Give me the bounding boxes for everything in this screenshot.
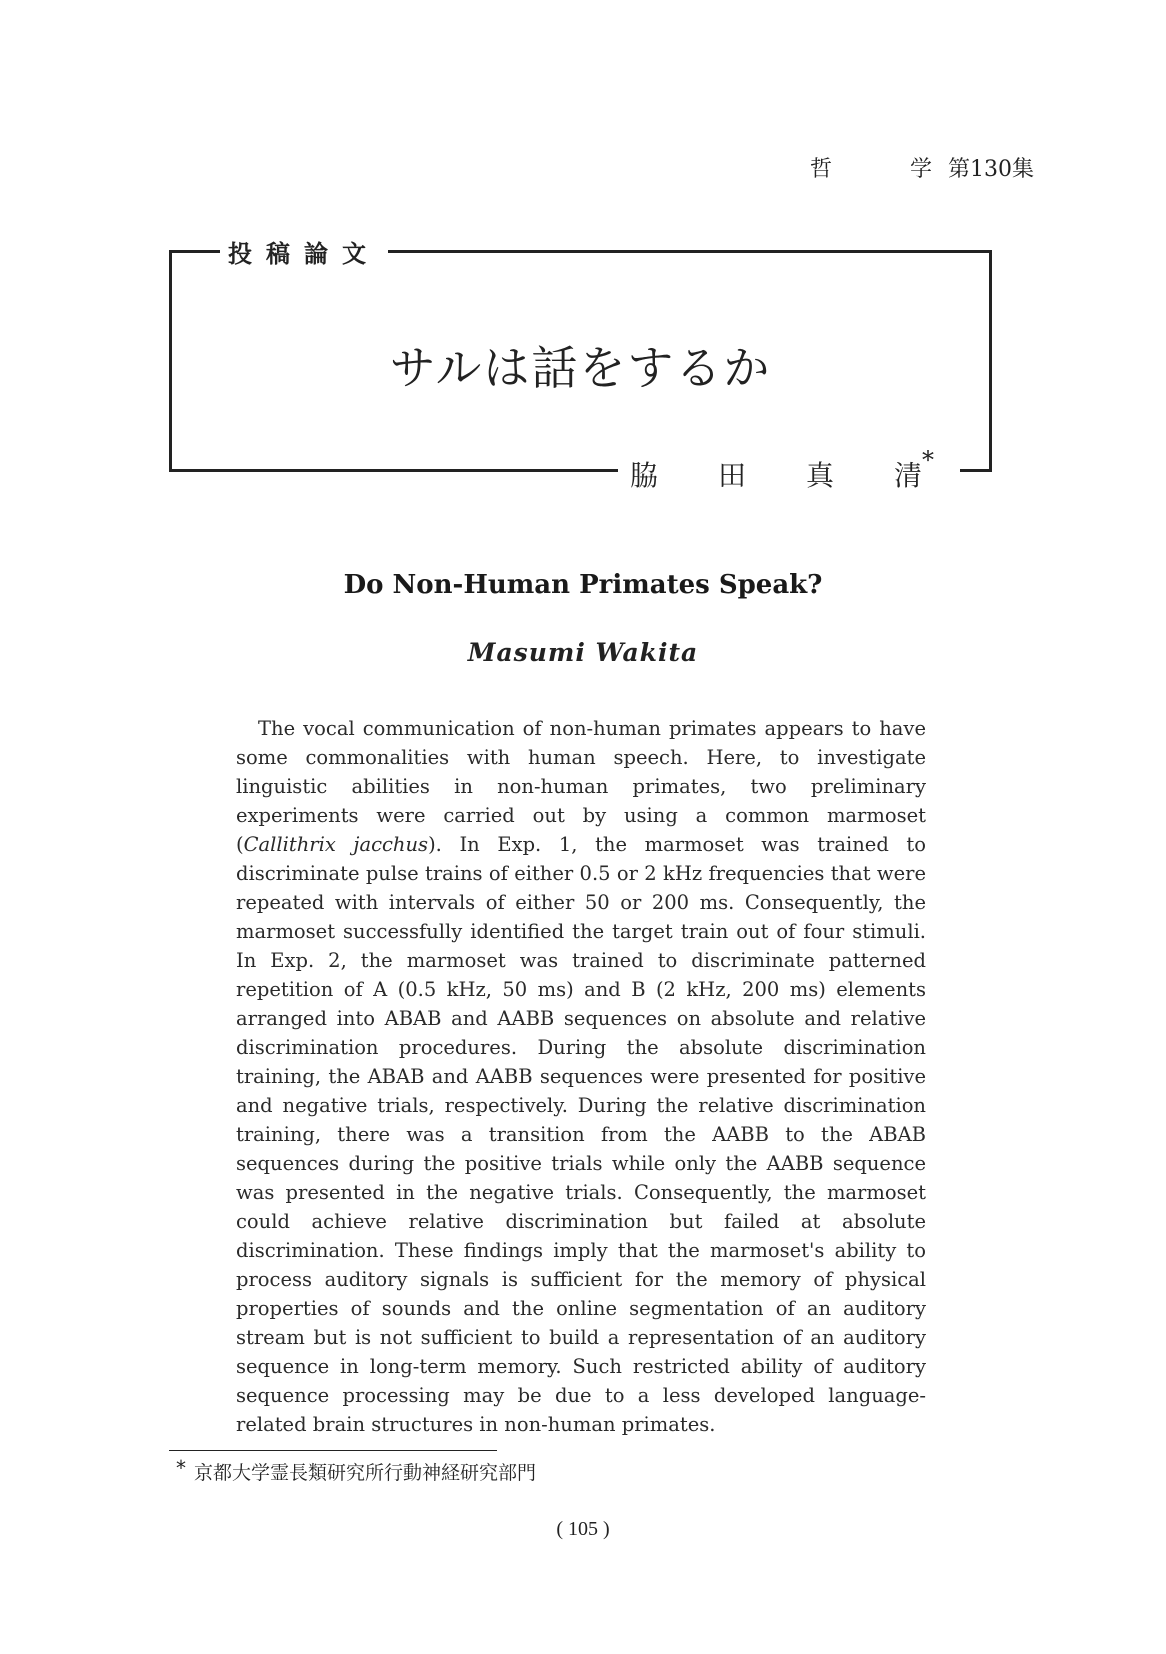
section-label: 投稿論文 — [220, 234, 388, 269]
footnote-divider — [169, 1450, 497, 1451]
japanese-title: サルは話をするか — [389, 341, 772, 395]
english-author: Masumi Wakita — [467, 638, 699, 667]
abstract-text-part1: The vocal communication of non-human primates appears to have some commonalities with human speech. Here, to investigate linguistic abilities in non-human primates, two preliminary experiments were carried out by using a common marmoset ( — [236, 717, 926, 856]
japanese-author — [618, 446, 960, 494]
footnote-text: 京都大学霊長類研究所行動神経研究部門 — [194, 1462, 537, 1484]
journal-header — [810, 152, 1060, 184]
author-footnote-mark: * — [922, 446, 934, 474]
author-char-2: 田 — [718, 459, 747, 492]
footnote-mark: * — [176, 1456, 186, 1480]
author-char-4: 清 — [894, 459, 923, 492]
author-char-3: 真 — [806, 459, 835, 492]
species-name: Callithrix jacchus — [243, 833, 429, 856]
abstract — [236, 714, 926, 1439]
journal-volume: 第130集 — [948, 157, 1034, 182]
footnote — [176, 1458, 536, 1485]
abstract-text-part2: ). In Exp. 1, the marmoset was trained to discriminate pulse trains of either 0.5 or 2 kHz frequencies that were repeated with intervals of either 50 or 200 ms. Consequently, the marmoset successfully identified the target train out of four stimuli. In Exp. 2, the marmoset was trained to discriminate patterned repetition of A (0.5 kHz, 50 ms) and B (2 kHz, 200 ms) elements arranged into ABAB and AABB sequences on absolute and relative discrimination procedures. During the absolute discrimination training, the ABAB and AABB sequences were presented for positive and negative trials, respectively. During the relative discrimination training, there was a transition from the AABB to the ABAB sequences during the positive trials while only the AABB sequence was presented in the negative trials. Consequently, the marmoset could achieve relative discrimination but failed at absolute discrimination. These findings imply that the marmoset's ability to process auditory signals is sufficient for the memory of physical properties of sounds and the online segmentation of an auditory stream but is not sufficient to build a representation of an auditory sequence in long-term memory. Such restricted ability of auditory sequence processing may be due to a less developed language-related brain structures in non-human primates. — [236, 833, 926, 1436]
author-char-1: 脇 — [630, 459, 659, 492]
journal-name-part2: 学 — [910, 157, 933, 182]
page-number: ( 105 ) — [556, 1518, 610, 1540]
english-title: Do Non-Human Primates Speak? — [343, 570, 823, 600]
journal-name-part1: 哲 — [810, 157, 833, 182]
